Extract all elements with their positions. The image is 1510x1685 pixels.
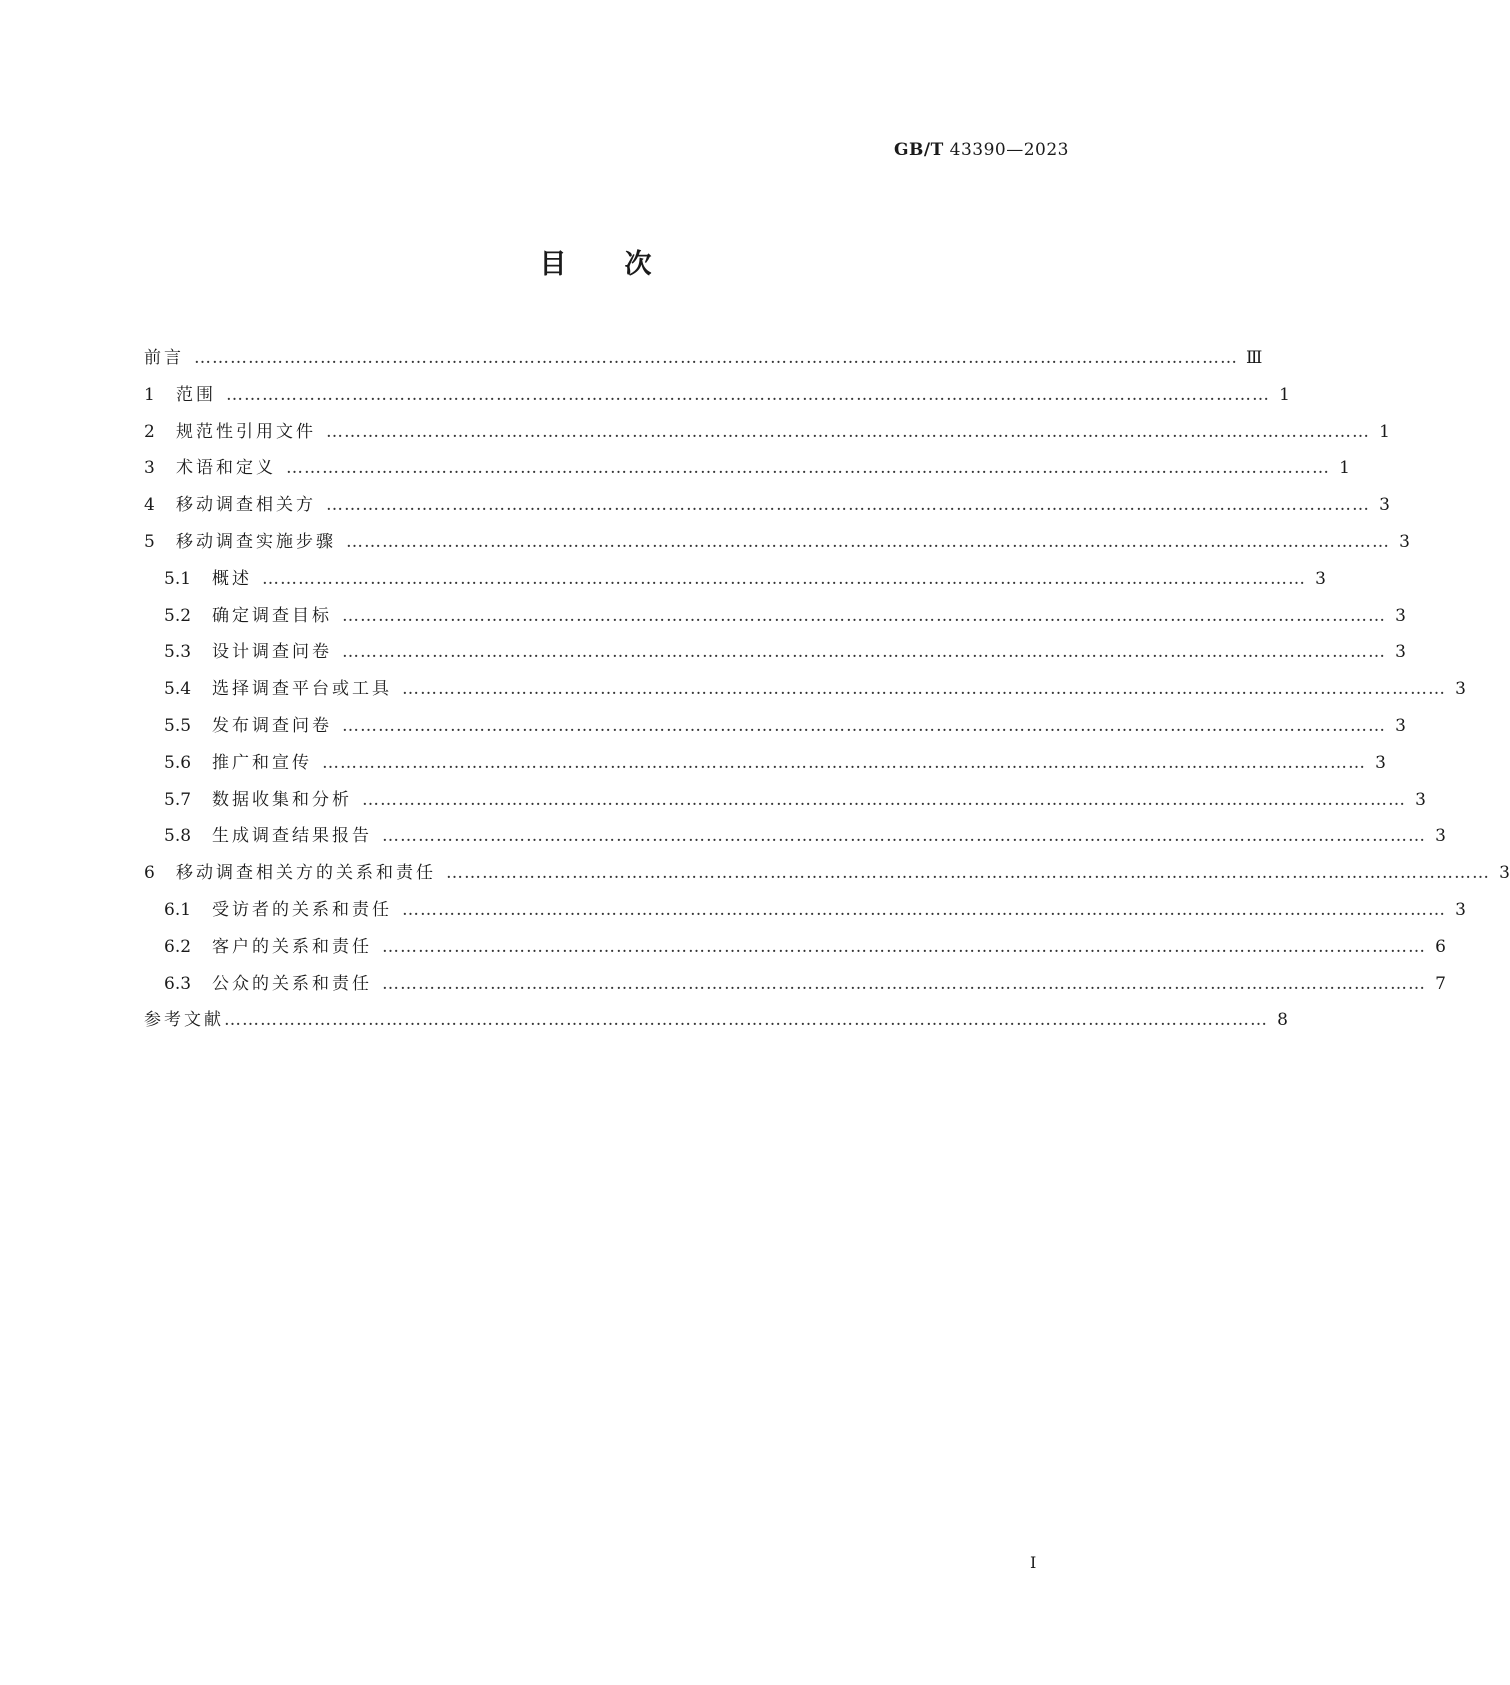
toc-entry-label: 选择调查平台或工具 (212, 679, 392, 700)
toc-dot-leader: ………………………………………………………………………………………………………………………………………………………… (382, 936, 1426, 957)
toc-entry-page: 1 (1379, 421, 1390, 442)
toc-entry-page: 3 (1435, 826, 1446, 847)
toc-entry-number: 6 (144, 863, 155, 884)
toc-entry[interactable] (144, 671, 1466, 708)
toc-entry-page: 7 (1435, 973, 1446, 994)
toc-entry[interactable] (144, 855, 1510, 892)
toc-entry[interactable] (144, 892, 1466, 929)
toc-dot-leader: ………………………………………………………………………………………………………………………………………………………… (446, 863, 1490, 884)
toc-entry-number: 5.4 (164, 679, 192, 700)
toc-entry-label: 移动调查相关方 (176, 495, 316, 516)
standard-prefix: GB/T (894, 140, 944, 160)
toc-entry-label: 规范性引用文件 (176, 421, 316, 442)
toc-entry-page: 3 (1499, 863, 1510, 884)
toc-entry[interactable] (144, 818, 1446, 855)
standard-number-header (894, 140, 1069, 160)
toc-dot-leader: ………………………………………………………………………………………………………………………………………………………… (402, 899, 1446, 920)
toc-dot-leader: ………………………………………………………………………………………………………………………………………………………… (402, 679, 1446, 700)
toc-entry-label: 概述 (212, 568, 252, 589)
toc-entry-label: 生成调查结果报告 (212, 826, 372, 847)
toc-entry-number: 6.2 (164, 936, 192, 957)
toc-entry[interactable] (144, 340, 1263, 377)
toc-entry[interactable] (144, 782, 1426, 819)
toc-dot-leader: ………………………………………………………………………………………………………………………………………………………… (262, 568, 1306, 589)
toc-dot-leader: ………………………………………………………………………………………………………………………………………………………… (346, 531, 1390, 552)
toc-entry[interactable] (144, 524, 1410, 561)
toc-entry-number: 5.6 (164, 752, 192, 773)
toc-entry-number: 3 (144, 458, 155, 479)
toc-entry-page: 3 (1415, 789, 1426, 810)
toc-entry-number: 5 (144, 531, 155, 552)
toc-entry-label: 前言 (144, 348, 184, 368)
toc-entry-label: 范围 (176, 384, 216, 405)
toc-dot-leader: ………………………………………………………………………………………………………………………………………………………… (382, 826, 1426, 847)
toc-entry-label: 受访者的关系和责任 (212, 899, 392, 920)
toc-dot-leader: ………………………………………………………………………………………………………………………………………………………… (194, 348, 1238, 368)
toc-entry-page: 1 (1279, 384, 1290, 405)
toc-entry-page: 8 (1277, 1010, 1288, 1031)
toc-entry-number: 6.1 (164, 899, 192, 920)
toc-entry-page: 3 (1395, 642, 1406, 663)
toc-dot-leader: ………………………………………………………………………………………………………………………………………………………… (362, 789, 1406, 810)
toc-entry-number: 5.2 (164, 605, 192, 626)
toc-entry[interactable] (144, 561, 1326, 598)
toc-entry[interactable] (144, 966, 1446, 1003)
toc-entry-number: 5.7 (164, 789, 192, 810)
toc-entry[interactable] (144, 1002, 1288, 1039)
toc-entry-page: 3 (1395, 605, 1406, 626)
page-number: I (1030, 1553, 1037, 1572)
toc-entry-label: 客户的关系和责任 (212, 936, 372, 957)
toc-entry-page: 6 (1435, 936, 1446, 957)
toc-entry-page: 3 (1399, 531, 1410, 552)
toc-entry[interactable] (144, 745, 1386, 782)
toc-dot-leader: ………………………………………………………………………………………………………………………………………………………… (326, 421, 1370, 442)
toc-entry[interactable] (144, 450, 1350, 487)
toc-entry[interactable] (144, 377, 1290, 414)
toc-entry[interactable] (144, 487, 1390, 524)
toc-entry-number: 5.8 (164, 826, 192, 847)
toc-entry-page: 3 (1375, 752, 1386, 773)
toc-entry[interactable] (144, 708, 1406, 745)
toc-entry[interactable] (144, 929, 1446, 966)
standard-number: 43390—2023 (949, 140, 1069, 160)
toc-entry-label: 发布调查问卷 (212, 715, 332, 736)
toc-entry-number: 2 (144, 421, 155, 442)
toc-entry-label: 移动调查相关方的关系和责任 (176, 863, 436, 884)
toc-dot-leader: ………………………………………………………………………………………………………………………………………………………… (224, 1010, 1268, 1031)
toc-entry-label: 确定调查目标 (212, 605, 332, 626)
toc-dot-leader: ………………………………………………………………………………………………………………………………………………………… (322, 752, 1366, 773)
toc-entry-page: 3 (1455, 899, 1466, 920)
toc-entry[interactable] (144, 598, 1406, 635)
toc-dot-leader: ………………………………………………………………………………………………………………………………………………………… (226, 384, 1270, 405)
page-title: 目次 (539, 249, 710, 280)
toc-entry-label: 推广和宣传 (212, 752, 312, 773)
toc-entry-label: 数据收集和分析 (212, 789, 352, 810)
toc-entry-label: 移动调查实施步骤 (176, 531, 336, 552)
toc-entry[interactable] (144, 634, 1406, 671)
toc-entry-page: Ⅲ (1246, 348, 1263, 368)
toc-entry-page: 3 (1455, 679, 1466, 700)
toc-entry-number: 5.5 (164, 715, 192, 736)
toc-entry-label: 设计调查问卷 (212, 642, 332, 663)
toc-entry-number: 4 (144, 495, 155, 516)
toc-entry-number: 5.3 (164, 642, 192, 663)
toc-entry-label: 参考文献 (144, 1010, 224, 1031)
toc-dot-leader: ………………………………………………………………………………………………………………………………………………………… (382, 973, 1426, 994)
toc-entry-number: 5.1 (164, 568, 192, 589)
toc-dot-leader: ………………………………………………………………………………………………………………………………………………………… (342, 715, 1386, 736)
toc-entry-page: 3 (1315, 568, 1326, 589)
table-of-contents (144, 340, 1510, 1039)
toc-entry-number: 6.3 (164, 973, 192, 994)
toc-dot-leader: ………………………………………………………………………………………………………………………………………………………… (342, 642, 1386, 663)
toc-entry-page: 3 (1379, 495, 1390, 516)
toc-dot-leader: ………………………………………………………………………………………………………………………………………………………… (342, 605, 1386, 626)
toc-entry-page: 3 (1395, 715, 1406, 736)
toc-entry-number: 1 (144, 384, 155, 405)
toc-entry-label: 术语和定义 (176, 458, 276, 479)
toc-dot-leader: ………………………………………………………………………………………………………………………………………………………… (326, 495, 1370, 516)
toc-entry[interactable] (144, 414, 1390, 451)
toc-dot-leader: ………………………………………………………………………………………………………………………………………………………… (286, 458, 1330, 479)
toc-entry-label: 公众的关系和责任 (212, 973, 372, 994)
toc-entry-page: 1 (1339, 458, 1350, 479)
